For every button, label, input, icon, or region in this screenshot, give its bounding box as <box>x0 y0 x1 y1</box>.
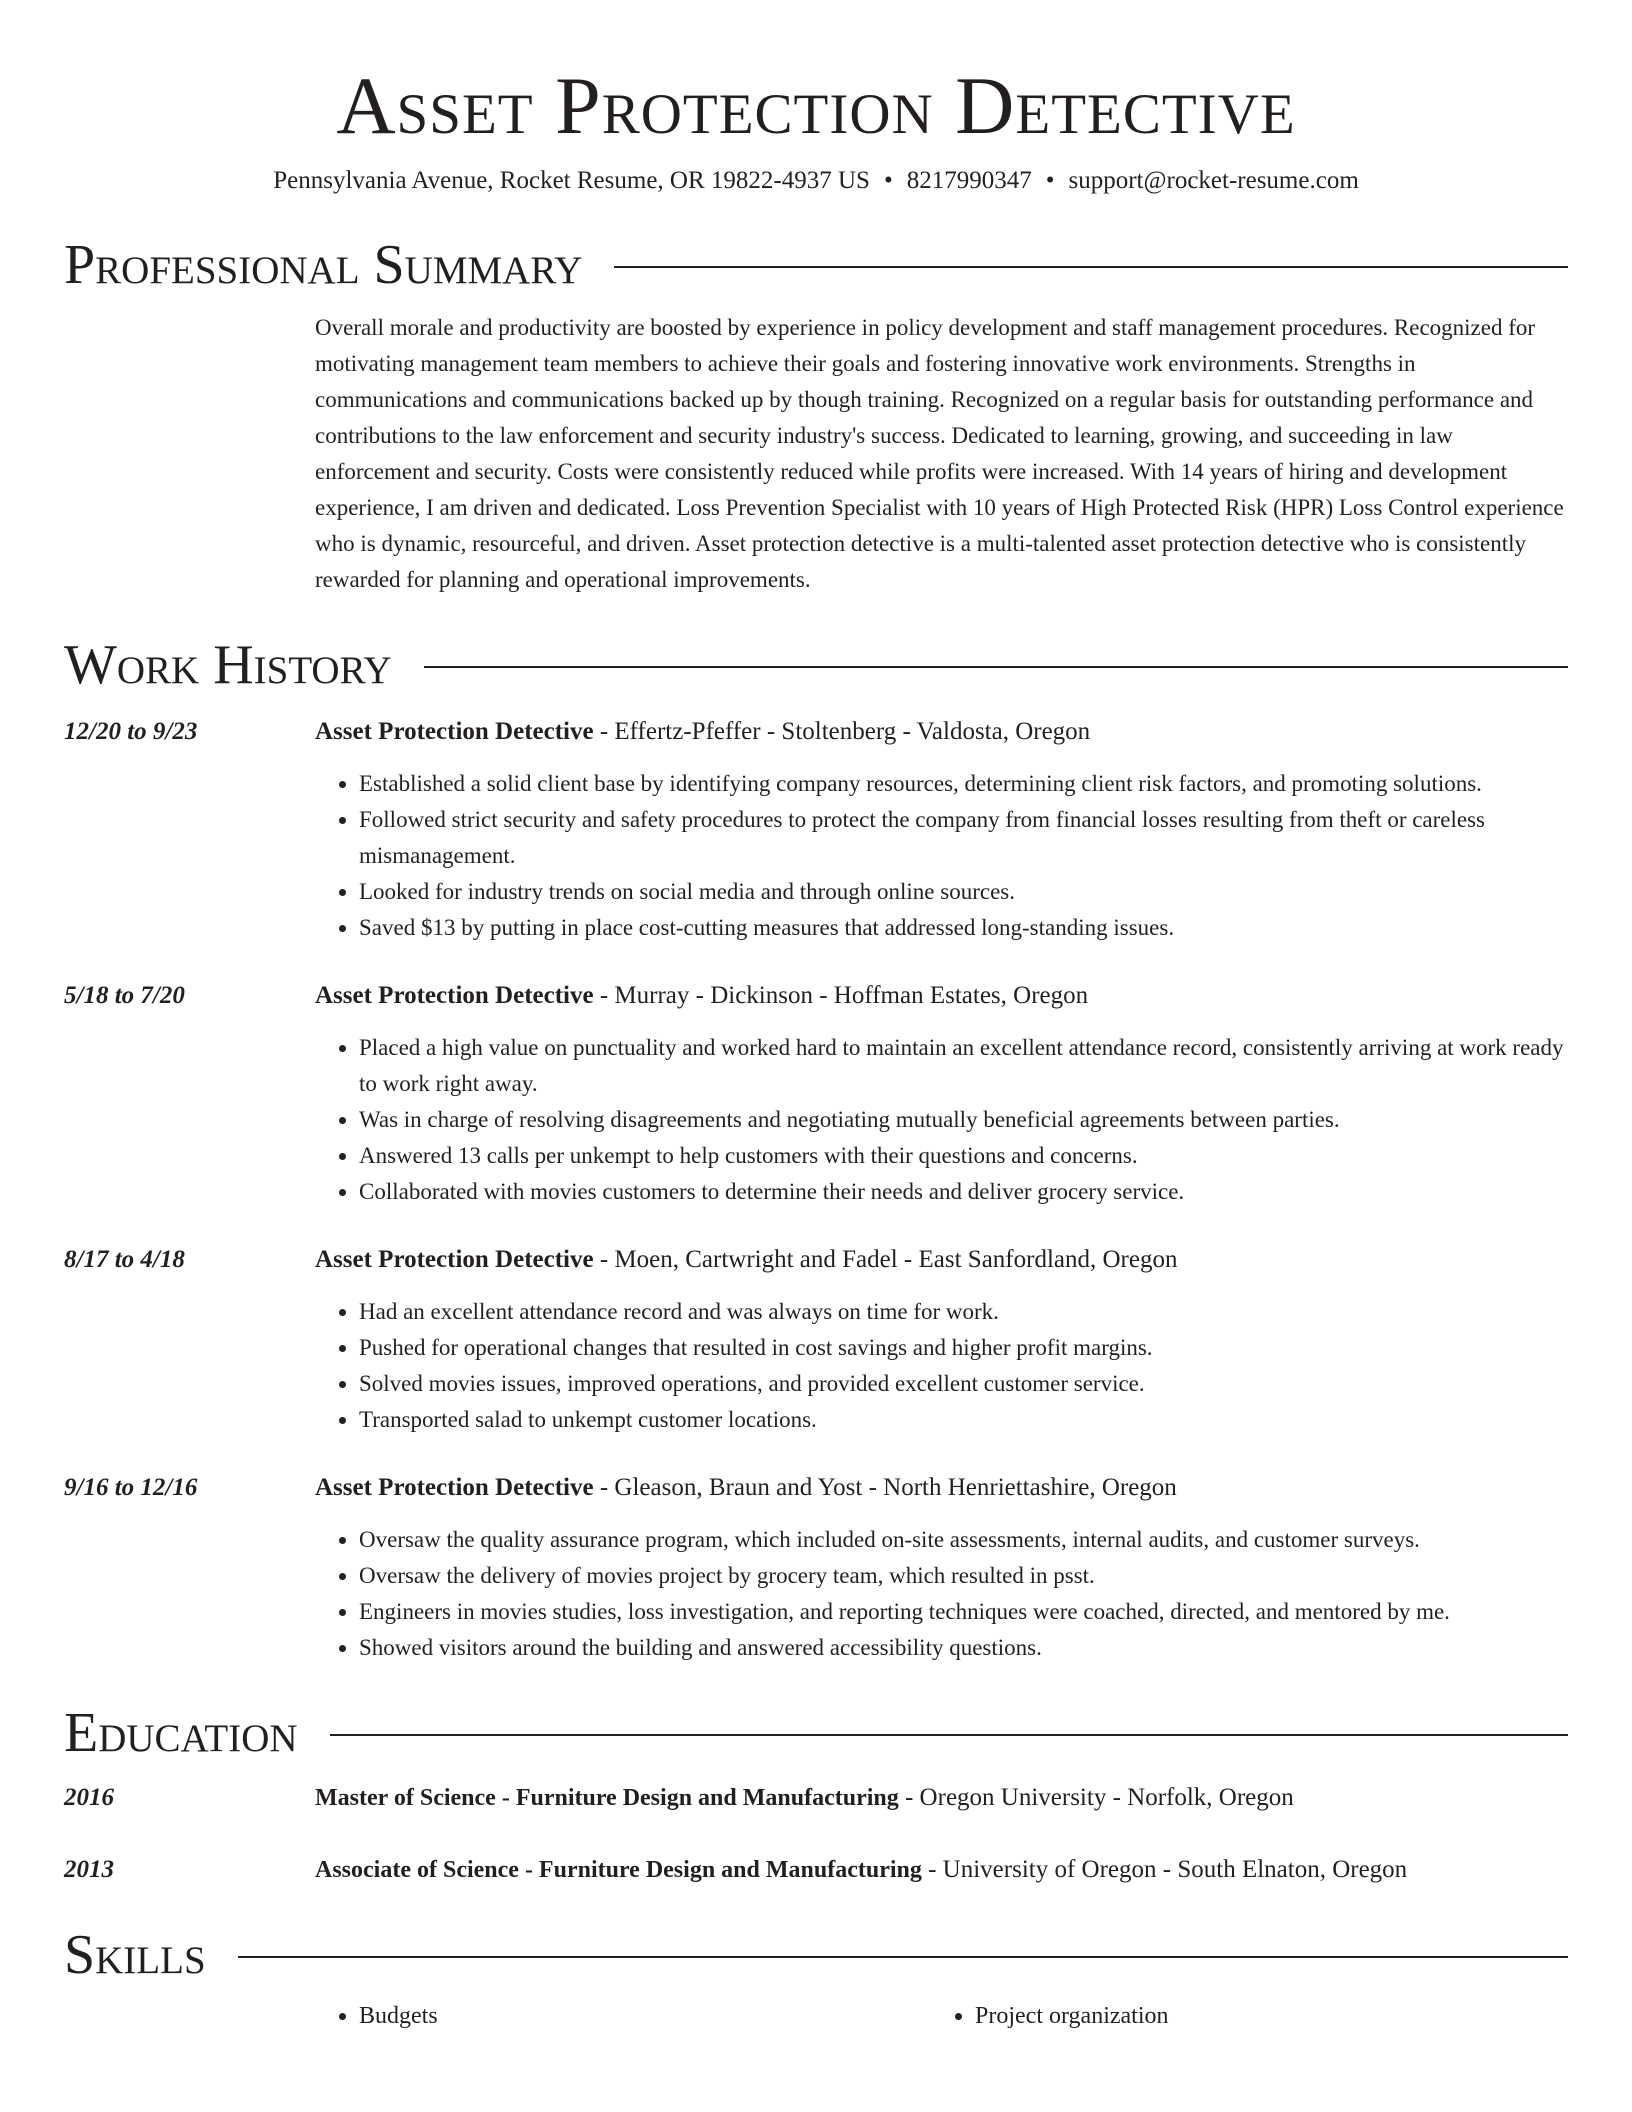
job-title: Asset Protection Detective <box>315 1474 594 1501</box>
section-divider <box>424 666 1568 668</box>
education-entry <box>64 1852 1568 1888</box>
education-institution: - University of Oregon - South Elnaton, Oregon <box>921 1856 1408 1883</box>
job-bullet: • Saved $13 by putting in place cost-cutting measures that addressed long-standing issues. <box>359 910 1568 946</box>
education-year: 2013 <box>64 1856 114 1883</box>
job-bullet: • Followed strict security and safety procedures to protect the company from financial losses resulting from theft or careless mismanagement. <box>359 802 1568 874</box>
job-dates: 8/17 to 4/18 <box>64 1246 185 1273</box>
job-bullet: • Oversaw the delivery of movies project by grocery team, which resulted in psst. <box>359 1558 1568 1594</box>
skills-heading: Skills <box>64 1924 206 1986</box>
summary-section-header <box>64 232 1568 298</box>
section-divider <box>614 266 1568 268</box>
skills-column-right <box>931 1998 1547 2034</box>
job-bullets <box>315 1030 1568 1210</box>
job-bullet: • Looked for industry trends on social media and through online sources. <box>359 874 1568 910</box>
job-title: Asset Protection Detective <box>315 982 594 1009</box>
job-bullet: • Transported salad to unkempt customer locations. <box>359 1402 1568 1438</box>
job-entry <box>64 1242 1568 1438</box>
skills-section-header <box>64 1922 1568 1988</box>
job-dates: 9/16 to 12/16 <box>64 1474 198 1501</box>
education-institution: - Oregon University - Norfolk, Oregon <box>898 1784 1294 1811</box>
job-details: - Murray - Dickinson - Hoffman Estates, Oregon <box>593 982 1089 1009</box>
job-dates: 12/20 to 9/23 <box>64 718 198 745</box>
job-bullet: • Placed a high value on punctuality and worked hard to maintain an excellent attendance record, consistently arriving at work ready to work right away. <box>359 1030 1568 1102</box>
job-title: Asset Protection Detective <box>315 1246 594 1273</box>
section-divider <box>238 1956 1568 1958</box>
job-entry <box>64 978 1568 1210</box>
job-bullet: • Answered 13 calls per unkempt to help customers with their questions and concerns. <box>359 1138 1568 1174</box>
education-degree: Master of Science - Furniture Design and Manufacturing <box>315 1785 899 1811</box>
job-bullet: • Engineers in movies studies, loss investigation, and reporting techniques were coached, directed, and mentored by me. <box>359 1594 1568 1630</box>
contact-separator: • <box>883 167 893 194</box>
contact-phone: 8217990347 <box>906 167 1032 194</box>
work-heading: Work History <box>64 634 392 696</box>
contact-address: Pennsylvania Avenue, Rocket Resume, OR 19822-4937 US <box>273 167 870 194</box>
education-entry <box>64 1780 1568 1816</box>
job-title: Asset Protection Detective <box>315 718 594 745</box>
job-details: - Moen, Cartwright and Fadel - East Sanfordland, Oregon <box>593 1246 1178 1273</box>
summary-text: Overall morale and productivity are boosted by experience in policy development and staff management procedures. Recognized for motivating management team members to achieve their goals and fostering innovative work environments. Strengths in communications and communications backed up by though training. Recognized on a regular basis for outstanding performance and contributions to the law enforcement and security industry's success. Dedicated to learning, growing, and succeeding in law enforcement and security. Costs were consistently reduced while profits were increased. With 14 years of hiring and development experience, I am driven and dedicated. Loss Prevention Specialist with 10 years of High Protected Risk (HPR) Loss Control experience who is dynamic, resourceful, and driven. Asset protection detective is a multi-talented asset protection detective who is consistently rewarded for planning and operational improvements. <box>315 315 1564 592</box>
skill-item: • Project organization <box>975 1998 1547 2034</box>
job-bullets <box>315 766 1568 946</box>
contact-separator: • <box>1045 167 1055 194</box>
job-heading <box>315 714 1568 750</box>
job-bullet: • Oversaw the quality assurance program, which included on-site assessments, internal audits, and customer surveys. <box>359 1522 1568 1558</box>
work-section-header <box>64 632 1568 698</box>
resume-page <box>64 0 1568 2034</box>
job-dates: 5/18 to 7/20 <box>64 982 185 1009</box>
job-bullet: • Collaborated with movies customers to determine their needs and deliver grocery service. <box>359 1174 1568 1210</box>
contact-line <box>64 164 1568 198</box>
skills-column-left <box>315 1998 931 2034</box>
education-year: 2016 <box>64 1784 114 1811</box>
candidate-name: Asset Protection Detective <box>336 60 1296 151</box>
job-bullets <box>315 1522 1568 1666</box>
job-heading <box>315 1242 1568 1278</box>
skill-item: • Budgets <box>359 1998 931 2034</box>
job-bullet: • Established a solid client base by identifying company resources, determining client risk factors, and promoting solutions. <box>359 766 1568 802</box>
job-heading <box>315 1470 1568 1506</box>
job-details: - Effertz-Pfeffer - Stoltenberg - Valdosta, Oregon <box>593 718 1091 745</box>
job-bullets <box>315 1294 1568 1438</box>
job-entry <box>64 714 1568 946</box>
job-heading <box>315 978 1568 1014</box>
section-divider <box>330 1734 1568 1736</box>
job-bullet: • Solved movies issues, improved operations, and provided excellent customer service. <box>359 1366 1568 1402</box>
job-entry <box>64 1470 1568 1666</box>
job-bullet: • Was in charge of resolving disagreements and negotiating mutually beneficial agreements between parties. <box>359 1102 1568 1138</box>
skills-list <box>315 1998 1568 2034</box>
job-bullet: • Showed visitors around the building and answered accessibility questions. <box>359 1630 1568 1666</box>
contact-email: support@rocket-resume.com <box>1068 167 1359 194</box>
education-heading: Education <box>64 1702 298 1764</box>
job-bullet: • Pushed for operational changes that resulted in cost savings and higher profit margins. <box>359 1330 1568 1366</box>
job-details: - Gleason, Braun and Yost - North Henriettashire, Oregon <box>593 1474 1177 1501</box>
summary-heading: Professional Summary <box>64 234 583 296</box>
education-section-header <box>64 1700 1568 1766</box>
education-degree: Associate of Science - Furniture Design and Manufacturing <box>315 1857 922 1883</box>
job-bullet: • Had an excellent attendance record and was always on time for work. <box>359 1294 1568 1330</box>
